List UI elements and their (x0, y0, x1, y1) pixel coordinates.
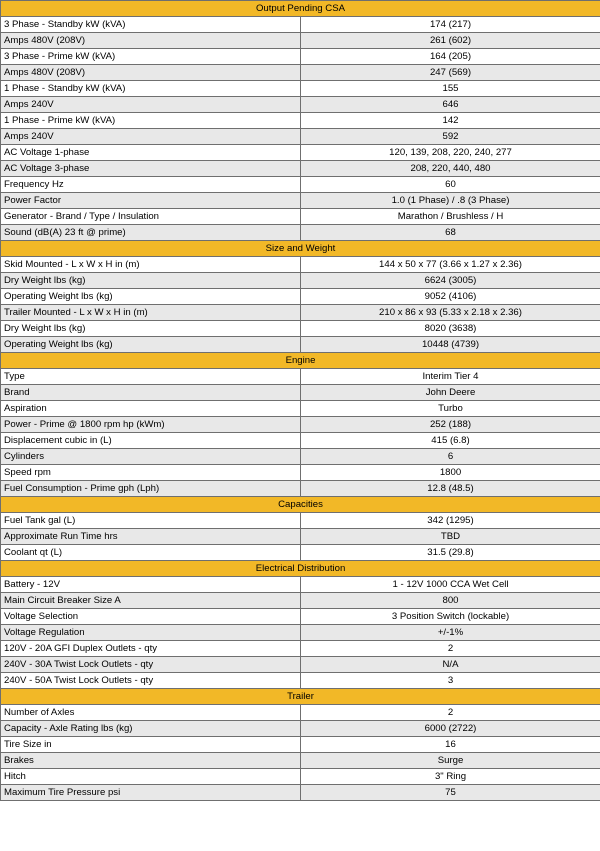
spec-label: Amps 480V (208V) (1, 65, 301, 81)
section-header (1, 497, 600, 513)
table-row (1, 785, 600, 801)
spec-label: Tire Size in (1, 737, 301, 753)
table-row (1, 529, 600, 545)
spec-value: 261 (602) (301, 33, 600, 49)
spec-value: 6000 (2722) (301, 721, 600, 737)
spec-value: 210 x 86 x 93 (5.33 x 2.18 x 2.36) (301, 305, 600, 321)
table-row (1, 513, 600, 529)
section-title: Capacities (1, 497, 600, 513)
spec-value: 208, 220, 440, 480 (301, 161, 600, 177)
table-row (1, 337, 600, 353)
spec-label: 1 Phase - Prime kW (kVA) (1, 113, 301, 129)
section-title: Trailer (1, 689, 600, 705)
section-title: Output Pending CSA (1, 1, 600, 17)
spec-value: 252 (188) (301, 417, 600, 433)
table-row (1, 721, 600, 737)
spec-label: 3 Phase - Prime kW (kVA) (1, 49, 301, 65)
spec-value: 120, 139, 208, 220, 240, 277 (301, 145, 600, 161)
section-header (1, 689, 600, 705)
table-row (1, 625, 600, 641)
table-row (1, 705, 600, 721)
spec-value: 646 (301, 97, 600, 113)
table-row (1, 81, 600, 97)
table-row (1, 609, 600, 625)
table-row (1, 129, 600, 145)
spec-value: 3 (301, 673, 600, 689)
spec-value: 10448 (4739) (301, 337, 600, 353)
table-row (1, 481, 600, 497)
spec-value: 12.8 (48.5) (301, 481, 600, 497)
spec-value: 592 (301, 129, 600, 145)
spec-value: 6 (301, 449, 600, 465)
spec-value: 2 (301, 705, 600, 721)
table-row (1, 49, 600, 65)
spec-label: Skid Mounted - L x W x H in (m) (1, 257, 301, 273)
spec-value: Surge (301, 753, 600, 769)
spec-value: 6624 (3005) (301, 273, 600, 289)
table-row (1, 385, 600, 401)
spec-label: Cylinders (1, 449, 301, 465)
spec-value: 155 (301, 81, 600, 97)
spec-value: N/A (301, 657, 600, 673)
table-row (1, 177, 600, 193)
spec-table-body (1, 1, 600, 801)
spec-label: Operating Weight lbs (kg) (1, 289, 301, 305)
table-row (1, 641, 600, 657)
table-row (1, 305, 600, 321)
spec-value: 174 (217) (301, 17, 600, 33)
spec-value: 31.5 (29.8) (301, 545, 600, 561)
spec-label: 1 Phase - Standby kW (kVA) (1, 81, 301, 97)
table-row (1, 465, 600, 481)
spec-label: Main Circuit Breaker Size A (1, 593, 301, 609)
table-row (1, 17, 600, 33)
spec-label: 3 Phase - Standby kW (kVA) (1, 17, 301, 33)
table-row (1, 65, 600, 81)
spec-label: Operating Weight lbs (kg) (1, 337, 301, 353)
table-row (1, 417, 600, 433)
table-row (1, 433, 600, 449)
spec-value: 2 (301, 641, 600, 657)
spec-value: 8020 (3638) (301, 321, 600, 337)
spec-value: 68 (301, 225, 600, 241)
spec-label: Dry Weight lbs (kg) (1, 273, 301, 289)
spec-value: 3 Position Switch (lockable) (301, 609, 600, 625)
section-header (1, 561, 600, 577)
spec-label: Dry Weight lbs (kg) (1, 321, 301, 337)
spec-label: Battery - 12V (1, 577, 301, 593)
table-row (1, 145, 600, 161)
spec-label: 120V - 20A GFI Duplex Outlets - qty (1, 641, 301, 657)
spec-label: Sound (dB(A) 23 ft @ prime) (1, 225, 301, 241)
spec-label: Generator - Brand / Type / Insulation (1, 209, 301, 225)
spec-label: Voltage Regulation (1, 625, 301, 641)
spec-value: 144 x 50 x 77 (3.66 x 1.27 x 2.36) (301, 257, 600, 273)
spec-label: Amps 240V (1, 97, 301, 113)
table-row (1, 401, 600, 417)
spec-label: Fuel Tank gal (L) (1, 513, 301, 529)
table-row (1, 673, 600, 689)
spec-label: Hitch (1, 769, 301, 785)
spec-value: +/-1% (301, 625, 600, 641)
table-row (1, 33, 600, 49)
table-row (1, 545, 600, 561)
spec-label: AC Voltage 1-phase (1, 145, 301, 161)
spec-label: Trailer Mounted - L x W x H in (m) (1, 305, 301, 321)
spec-label: Amps 480V (208V) (1, 33, 301, 49)
spec-value: TBD (301, 529, 600, 545)
table-row (1, 737, 600, 753)
table-row (1, 657, 600, 673)
spec-value: 142 (301, 113, 600, 129)
spec-label: Coolant qt (L) (1, 545, 301, 561)
table-row (1, 753, 600, 769)
spec-label: Type (1, 369, 301, 385)
section-header (1, 1, 600, 17)
table-row (1, 593, 600, 609)
table-row (1, 369, 600, 385)
spec-value: John Deere (301, 385, 600, 401)
spec-label: Aspiration (1, 401, 301, 417)
spec-value: 800 (301, 593, 600, 609)
spec-label: Speed rpm (1, 465, 301, 481)
table-row (1, 577, 600, 593)
table-row (1, 97, 600, 113)
table-row (1, 273, 600, 289)
table-row (1, 289, 600, 305)
table-row (1, 321, 600, 337)
spec-value: 415 (6.8) (301, 433, 600, 449)
spec-value: 164 (205) (301, 49, 600, 65)
table-row (1, 769, 600, 785)
section-header (1, 241, 600, 257)
spec-label: Approximate Run Time hrs (1, 529, 301, 545)
spec-label: Frequency Hz (1, 177, 301, 193)
table-row (1, 161, 600, 177)
section-title: Electrical Distribution (1, 561, 600, 577)
spec-value: Marathon / Brushless / H (301, 209, 600, 225)
table-row (1, 257, 600, 273)
spec-label: Brand (1, 385, 301, 401)
spec-value: Interim Tier 4 (301, 369, 600, 385)
section-title: Engine (1, 353, 600, 369)
spec-label: Voltage Selection (1, 609, 301, 625)
spec-value: 75 (301, 785, 600, 801)
table-row (1, 209, 600, 225)
table-row (1, 193, 600, 209)
spec-label: AC Voltage 3-phase (1, 161, 301, 177)
spec-value: Turbo (301, 401, 600, 417)
spec-label: Capacity - Axle Rating lbs (kg) (1, 721, 301, 737)
spec-label: Number of Axles (1, 705, 301, 721)
spec-value: 60 (301, 177, 600, 193)
spec-label: Power - Prime @ 1800 rpm hp (kWm) (1, 417, 301, 433)
table-row (1, 449, 600, 465)
spec-label: Maximum Tire Pressure psi (1, 785, 301, 801)
spec-value: 9052 (4106) (301, 289, 600, 305)
table-row (1, 113, 600, 129)
table-row (1, 225, 600, 241)
spec-value: 1.0 (1 Phase) / .8 (3 Phase) (301, 193, 600, 209)
spec-value: 247 (569) (301, 65, 600, 81)
spec-label: Brakes (1, 753, 301, 769)
spec-value: 3" Ring (301, 769, 600, 785)
spec-label: Displacement cubic in (L) (1, 433, 301, 449)
section-header (1, 353, 600, 369)
spec-value: 1800 (301, 465, 600, 481)
spec-value: 342 (1295) (301, 513, 600, 529)
section-title: Size and Weight (1, 241, 600, 257)
spec-value: 1 - 12V 1000 CCA Wet Cell (301, 577, 600, 593)
spec-label: Amps 240V (1, 129, 301, 145)
spec-value: 16 (301, 737, 600, 753)
spec-label: 240V - 50A Twist Lock Outlets - qty (1, 673, 301, 689)
spec-label: 240V - 30A Twist Lock Outlets - qty (1, 657, 301, 673)
spec-label: Fuel Consumption - Prime gph (Lph) (1, 481, 301, 497)
spec-label: Power Factor (1, 193, 301, 209)
